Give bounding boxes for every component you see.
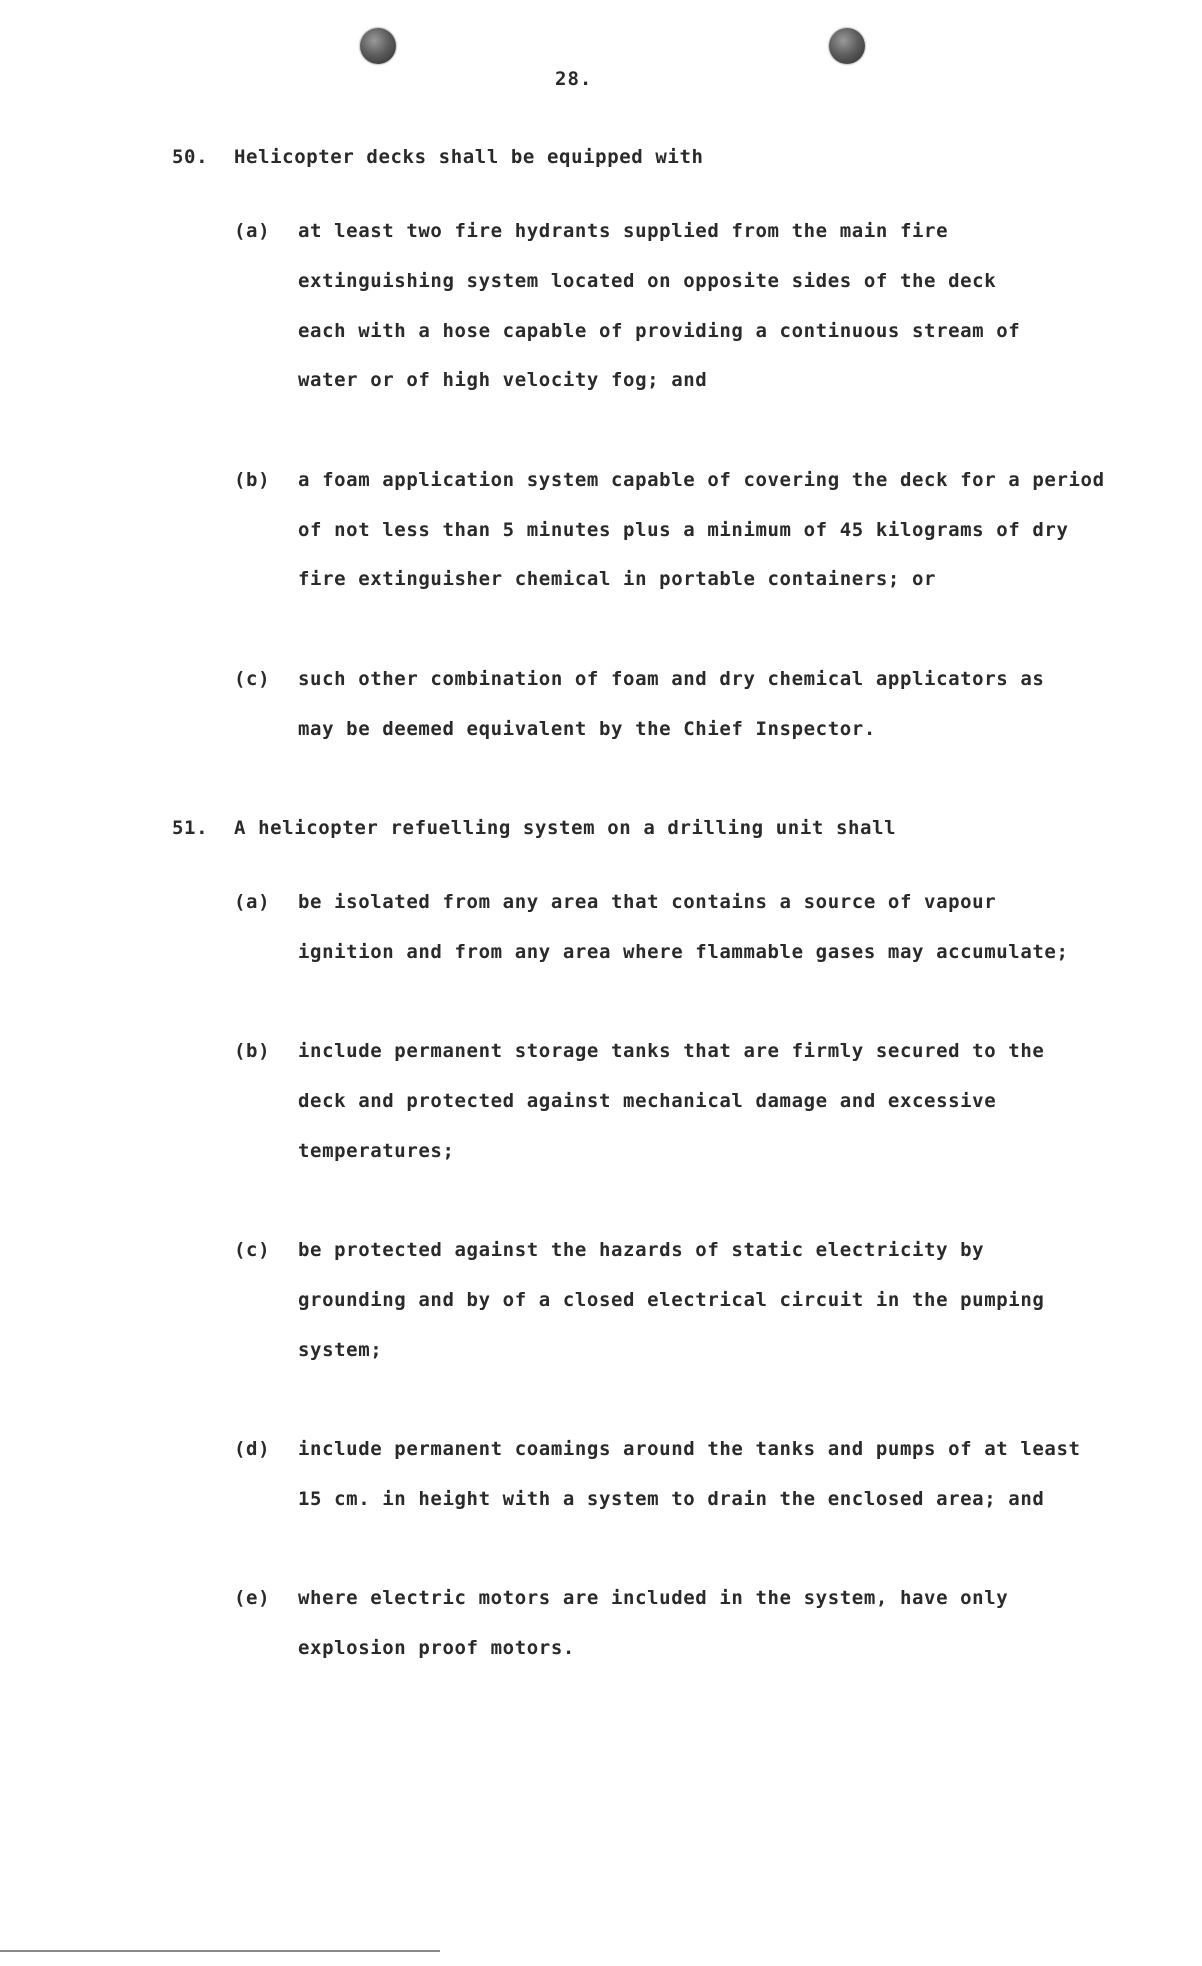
item-label: (a): [234, 220, 271, 242]
section-intro: Helicopter decks shall be equipped with: [234, 146, 704, 168]
section-intro: A helicopter refuelling system on a drilling unit shall: [234, 817, 897, 839]
item-line: 15 cm. in height with a system to drain the enclosed area; and: [298, 1488, 1045, 1510]
section-number: 51.: [172, 817, 209, 839]
punch-hole-left: [360, 28, 396, 64]
item-line: deck and protected against mechanical damage and excessive: [298, 1090, 997, 1112]
item-label: (c): [234, 668, 271, 690]
item-line: include permanent storage tanks that are firmly secured to the: [298, 1040, 1045, 1062]
item-line: a foam application system capable of covering the deck for a period: [298, 469, 1105, 491]
item-line: temperatures;: [298, 1140, 455, 1162]
item-label: (e): [234, 1587, 271, 1609]
item-line: where electric motors are included in the system, have only: [298, 1587, 1009, 1609]
item-line: grounding and by of a closed electrical circuit in the pumping: [298, 1289, 1045, 1311]
item-line: be isolated from any area that contains a source of vapour: [298, 891, 997, 913]
item-line: such other combination of foam and dry chemical applicators as: [298, 668, 1045, 690]
item-line: at least two fire hydrants supplied from the main fire: [298, 220, 949, 242]
item-line: be protected against the hazards of static electricity by: [298, 1239, 985, 1261]
item-label: (b): [234, 469, 271, 491]
item-line: of not less than 5 minutes plus a minimum of 45 kilograms of dry: [298, 519, 1069, 541]
item-label: (c): [234, 1239, 271, 1261]
item-line: may be deemed equivalent by the Chief Inspector.: [298, 718, 876, 740]
punch-hole-right: [829, 28, 865, 64]
page-edge-line: [0, 1950, 440, 1952]
item-line: each with a hose capable of providing a continuous stream of: [298, 320, 1021, 342]
page-number: 28.: [555, 68, 593, 90]
section-number: 50.: [172, 146, 209, 168]
item-line: explosion proof motors.: [298, 1637, 575, 1659]
item-line: system;: [298, 1339, 383, 1361]
item-line: ignition and from any area where flammable gases may accumulate;: [298, 941, 1069, 963]
item-line: water or of high velocity fog; and: [298, 369, 708, 391]
item-label: (b): [234, 1040, 271, 1062]
item-line: fire extinguisher chemical in portable containers; or: [298, 568, 937, 590]
item-line: extinguishing system located on opposite sides of the deck: [298, 270, 997, 292]
item-line: include permanent coamings around the tanks and pumps of at least: [298, 1438, 1081, 1460]
item-label: (a): [234, 891, 271, 913]
item-label: (d): [234, 1438, 271, 1460]
